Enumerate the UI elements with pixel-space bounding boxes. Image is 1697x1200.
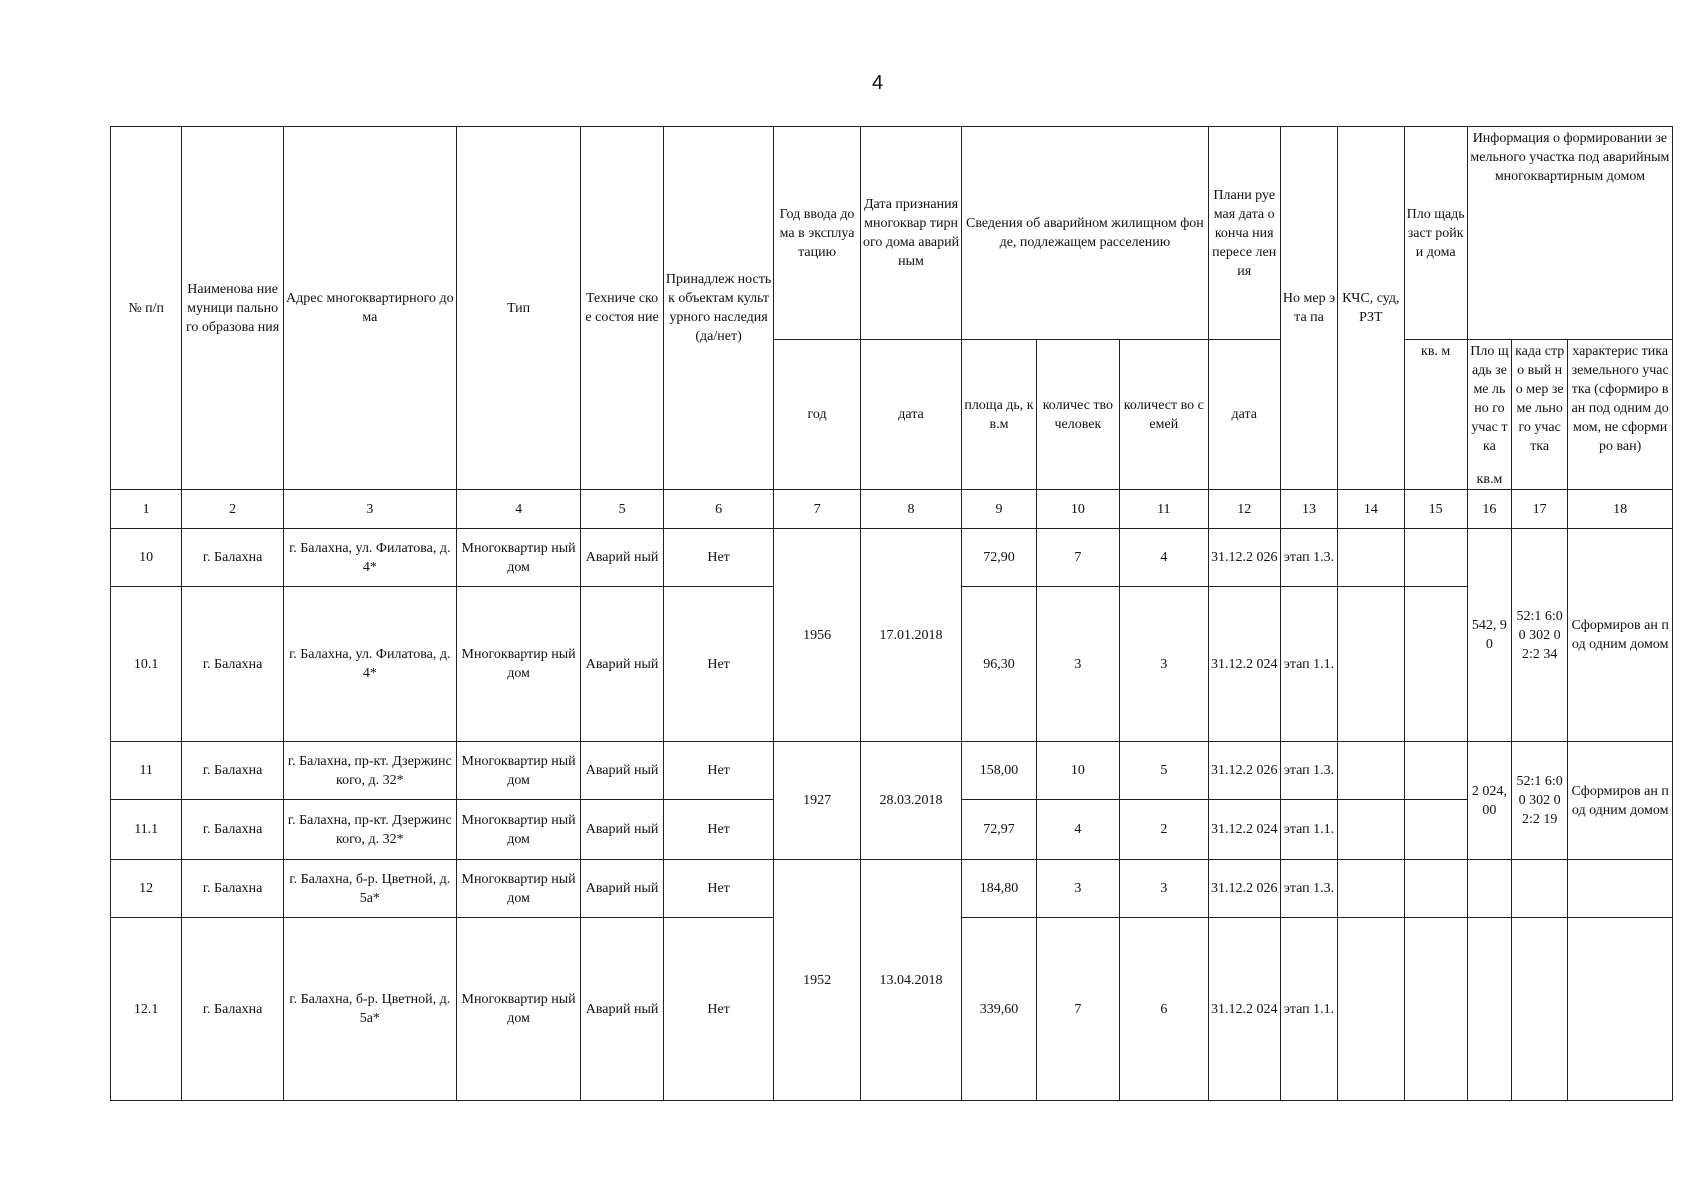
column-numbers-row: [111, 490, 1673, 529]
cell-planned: 31.12.2 024: [1208, 800, 1280, 860]
header-sub-people: количес тво человек: [1036, 340, 1119, 490]
cell-families: 3: [1120, 587, 1208, 742]
cell-recognition-date: 28.03.2018: [860, 742, 962, 860]
cell-num: 11.1: [111, 800, 182, 860]
cell-num: 10.1: [111, 587, 182, 742]
header-condition: Техниче ское состоя ние: [581, 127, 663, 490]
header-land-area-label: Пло щадь земе льно го учас тка: [1470, 344, 1509, 454]
cell-municipality: г. Балахна: [182, 529, 284, 587]
cell-recognition-date: 13.04.2018: [860, 860, 962, 1101]
header-sub-area: площа дь, кв.м: [962, 340, 1036, 490]
cell-recognition-date: 17.01.2018: [860, 529, 962, 742]
cell-address: г. Балахна, пр-кт. Дзержинского, д. 32*: [283, 742, 456, 800]
header-row-main: [111, 127, 1673, 340]
cell-heritage: Нет: [663, 800, 774, 860]
cell-cadastral: [1512, 860, 1568, 918]
cell-people: 4: [1036, 800, 1119, 860]
column-number: 11: [1120, 490, 1208, 529]
cell-municipality: г. Балахна: [182, 742, 284, 800]
cell-planned: 31.12.2 026: [1208, 529, 1280, 587]
cell-build-area: [1404, 529, 1467, 587]
cell-land-area: 2 024, 00: [1467, 742, 1511, 860]
cell-type: Многоквартир ный дом: [456, 587, 581, 742]
column-number: 3: [283, 490, 456, 529]
cell-families: 2: [1120, 800, 1208, 860]
cell-stage: этап 1.3.: [1280, 529, 1337, 587]
cell-condition: Аварий ный: [581, 800, 663, 860]
column-number: 6: [663, 490, 774, 529]
cell-people: 3: [1036, 860, 1119, 918]
cell-municipality: г. Балахна: [182, 918, 284, 1101]
cell-stage: этап 1.1.: [1280, 918, 1337, 1101]
column-number: 7: [774, 490, 860, 529]
cell-num: 11: [111, 742, 182, 800]
cell-build-area: [1404, 800, 1467, 860]
emergency-housing-table: [110, 126, 1673, 1101]
column-number: 12: [1208, 490, 1280, 529]
column-number: 1: [111, 490, 182, 529]
cell-land-area: [1467, 918, 1511, 1101]
cell-condition: Аварий ный: [581, 918, 663, 1101]
cell-type: Многоквартир ный дом: [456, 742, 581, 800]
header-sub-year: год: [774, 340, 860, 490]
cell-heritage: Нет: [663, 587, 774, 742]
header-land-char: характерис тика земельного участка (сформиро ван под одним домом, не сформиро ван): [1568, 340, 1673, 490]
cell-stage: этап 1.1.: [1280, 800, 1337, 860]
cell-families: 4: [1120, 529, 1208, 587]
cell-planned: 31.12.2 024: [1208, 587, 1280, 742]
cell-kchs: [1338, 742, 1404, 800]
cell-address: г. Балахна, ул. Филатова, д. 4*: [283, 529, 456, 587]
cell-kchs: [1338, 860, 1404, 918]
cell-condition: Аварий ный: [581, 860, 663, 918]
header-land-area-unit: кв.м: [1476, 472, 1503, 487]
header-sub-planned: дата: [1208, 340, 1280, 490]
cell-land-char: Сформиров ан под одним домом: [1568, 742, 1673, 860]
cell-families: 5: [1120, 742, 1208, 800]
cell-type: Многоквартир ный дом: [456, 529, 581, 587]
header-cadastral: када стро вый но мер земе льно го учас тка: [1512, 340, 1568, 490]
cell-area: 339,60: [962, 918, 1036, 1101]
cell-num: 12.1: [111, 918, 182, 1101]
cell-condition: Аварий ный: [581, 742, 663, 800]
cell-num: 10: [111, 529, 182, 587]
cell-year-built: 1956: [774, 529, 860, 742]
column-number: 9: [962, 490, 1036, 529]
column-number: 4: [456, 490, 581, 529]
header-stage-num: Но мер эта па: [1280, 127, 1337, 490]
header-num: № п/п: [111, 127, 182, 490]
cell-year-built: 1927: [774, 742, 860, 860]
cell-build-area: [1404, 860, 1467, 918]
cell-address: г. Балахна, пр-кт. Дзержинского, д. 32*: [283, 800, 456, 860]
cell-heritage: Нет: [663, 529, 774, 587]
column-number: 17: [1512, 490, 1568, 529]
column-number: 14: [1338, 490, 1404, 529]
header-land-area: [1467, 340, 1511, 490]
header-land-info: Информация о формировании земельного участка под аварийным многоквартирным домом: [1467, 127, 1672, 340]
cell-build-area: [1404, 918, 1467, 1101]
column-number: 10: [1036, 490, 1119, 529]
cell-land-area: 542, 90: [1467, 529, 1511, 742]
cell-families: 6: [1120, 918, 1208, 1101]
cell-cadastral: 52:1 6:00 302 02:2 34: [1512, 529, 1568, 742]
cell-heritage: Нет: [663, 742, 774, 800]
cell-cadastral: [1512, 918, 1568, 1101]
cell-land-char: Сформиров ан под одним домом: [1568, 529, 1673, 742]
cell-area: 72,90: [962, 529, 1036, 587]
column-number: 5: [581, 490, 663, 529]
table-row: [111, 742, 1673, 800]
cell-planned: 31.12.2 024: [1208, 918, 1280, 1101]
cell-planned: 31.12.2 026: [1208, 742, 1280, 800]
cell-area: 96,30: [962, 587, 1036, 742]
cell-land-char: [1568, 860, 1673, 918]
cell-address: г. Балахна, ул. Филатова, д. 4*: [283, 587, 456, 742]
cell-stage: этап 1.1.: [1280, 587, 1337, 742]
header-municipality: Наименова ние муници пального образова ния: [182, 127, 284, 490]
header-sub-build-unit: кв. м: [1404, 340, 1467, 490]
cell-stage: этап 1.3.: [1280, 860, 1337, 918]
cell-planned: 31.12.2 026: [1208, 860, 1280, 918]
cell-address: г. Балахна, б-р. Цветной, д. 5а*: [283, 860, 456, 918]
cell-cadastral: 52:1 6:00 302 02:2 19: [1512, 742, 1568, 860]
cell-people: 7: [1036, 529, 1119, 587]
cell-stage: этап 1.3.: [1280, 742, 1337, 800]
header-sub-date: дата: [860, 340, 962, 490]
cell-type: Многоквартир ный дом: [456, 918, 581, 1101]
table-row: [111, 860, 1673, 918]
cell-municipality: г. Балахна: [182, 587, 284, 742]
column-number: 15: [1404, 490, 1467, 529]
cell-condition: Аварий ный: [581, 529, 663, 587]
header-type: Тип: [456, 127, 581, 490]
cell-municipality: г. Балахна: [182, 860, 284, 918]
cell-address: г. Балахна, б-р. Цветной, д. 5а*: [283, 918, 456, 1101]
cell-families: 3: [1120, 860, 1208, 918]
cell-kchs: [1338, 800, 1404, 860]
cell-land-char: [1568, 918, 1673, 1101]
cell-kchs: [1338, 529, 1404, 587]
header-year-built: Год ввода дома в эксплуа тацию: [774, 127, 860, 340]
header-housing-info: Сведения об аварийном жилищном фонде, подлежащем расселению: [962, 127, 1208, 340]
cell-type: Многоквартир ный дом: [456, 800, 581, 860]
header-address: Адрес многоквартирного дома: [283, 127, 456, 490]
header-heritage: Принадлеж ность к объектам культурного наследия (да/нет): [663, 127, 774, 490]
header-kchs: КЧС, суд, РЗТ: [1338, 127, 1404, 490]
cell-condition: Аварий ный: [581, 587, 663, 742]
cell-people: 7: [1036, 918, 1119, 1101]
page-number: 4: [871, 72, 884, 94]
column-number: 8: [860, 490, 962, 529]
header-sub-families: количест во семей: [1120, 340, 1208, 490]
cell-num: 12: [111, 860, 182, 918]
column-number: 16: [1467, 490, 1511, 529]
cell-kchs: [1338, 918, 1404, 1101]
cell-heritage: Нет: [663, 860, 774, 918]
cell-build-area: [1404, 742, 1467, 800]
cell-build-area: [1404, 587, 1467, 742]
cell-area: 184,80: [962, 860, 1036, 918]
cell-heritage: Нет: [663, 918, 774, 1101]
cell-area: 158,00: [962, 742, 1036, 800]
header-build-area: Пло щадь заст ройки дома: [1404, 127, 1467, 340]
cell-land-area: [1467, 860, 1511, 918]
cell-people: 3: [1036, 587, 1119, 742]
table-row: [111, 529, 1673, 587]
column-number: 2: [182, 490, 284, 529]
cell-people: 10: [1036, 742, 1119, 800]
cell-municipality: г. Балахна: [182, 800, 284, 860]
column-number: 13: [1280, 490, 1337, 529]
cell-kchs: [1338, 587, 1404, 742]
cell-area: 72,97: [962, 800, 1036, 860]
header-recognition-date: Дата признания многоквар тирного дома аварийным: [860, 127, 962, 340]
cell-type: Многоквартир ный дом: [456, 860, 581, 918]
cell-year-built: 1952: [774, 860, 860, 1101]
header-planned-end: Плани руемая дата оконча ния пересе ления: [1208, 127, 1280, 340]
column-number: 18: [1568, 490, 1673, 529]
